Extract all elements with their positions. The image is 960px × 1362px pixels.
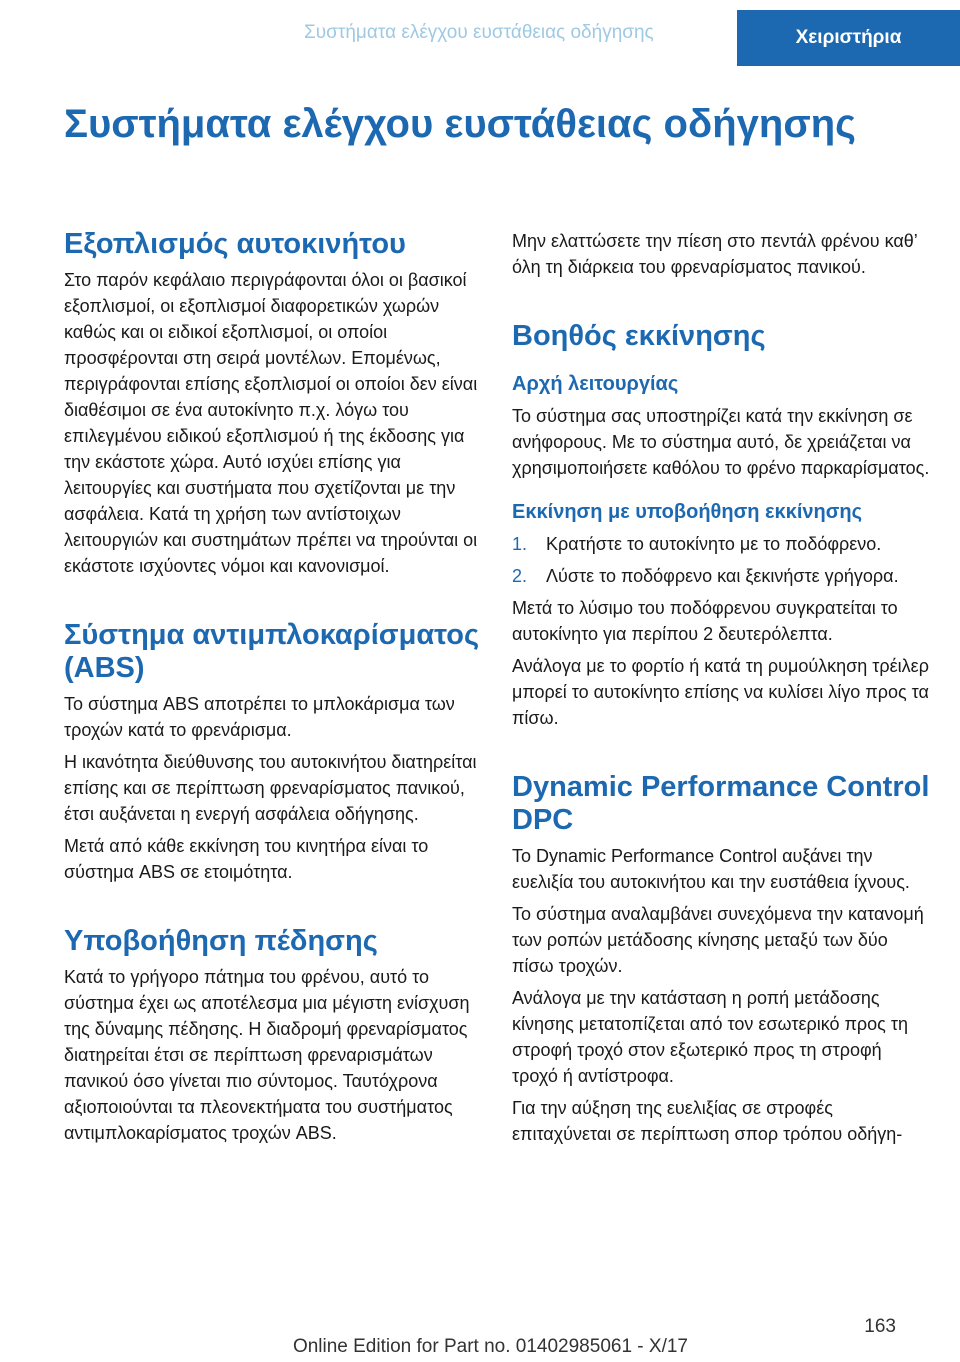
step-number: 1.: [512, 534, 528, 554]
steps-list: [512, 531, 932, 589]
brake-assist-continued: Μην ελαττώσετε την πίεση στο πεντάλ φρένου καθ’ όλη τη διάρκεια του φρεναρίσματος πανικού.: [512, 231, 918, 277]
principle-heading: Αρχή λειτουργίας: [512, 373, 679, 395]
left-column: [64, 228, 484, 1146]
abs-heading: Σύστημα αντιμπλοκαρίσματος (ABS): [64, 619, 480, 684]
page-title: Συστήματα ελέγχου ευστάθειας οδήγησης: [64, 102, 856, 146]
dpc-paragraph-1: Το Dynamic Performance Control αυξάνει την ευελιξία του αυτοκινήτου και την ευστάθεια ίχνους.: [512, 846, 910, 892]
principle-text: Το σύστημα σας υποστηρίζει κατά την εκκίνηση σε ανήφορους. Με το σύστημα αυτό, δε χρειάζεται να χρησιμοποιήσετε καθόλου το φρένο παρκαρίσματος.: [512, 406, 930, 478]
page-number: 163: [864, 1316, 896, 1337]
assist-start-heading: Εκκίνηση με υποβοήθηση εκκίνησης: [512, 501, 863, 523]
step-text: Λύστε το ποδόφρενο και ξεκινήστε γρήγορα.: [546, 566, 899, 586]
edition-footer: Online Edition for Part no. 01402985061 - X/17: [292, 1336, 688, 1357]
dpc-paragraph-4: Για την αύξηση της ευελιξίας σε στροφές επιταχύνεται σε περίπτωση σπορ τρόπου οδήγη-: [512, 1098, 903, 1144]
brake-assist-text: Κατά το γρήγορο πάτημα του φρένου, αυτό το σύστημα έχει ως αποτέλεσμα μια μέγιστη ενίσχυση της δύναμης πέδησης. Η διαδρομή φρεναρίσματος διατηρείται έτσι σε περίπτωση φρεναρισμάτων πανικού όσο γίνεται πιο σύντομος. Ταυτόχρονα αξιοποιούνται τα πλεονεκτήματα του συστήματος αντιμπλοκαρίσματος τροχών ABS.: [64, 967, 470, 1143]
step-number: 2.: [512, 566, 528, 586]
abs-paragraph-1: Το σύστημα ABS αποτρέπει το μπλοκάρισμα των τροχών κατά το φρενάρισμα.: [64, 694, 455, 740]
assist-paragraph-1: Μετά το λύσιμο του ποδόφρενου συγκρατείται το αυτοκίνητο για περίπου 2 δευτερόλεπτα.: [512, 598, 898, 644]
header-chapter-tab[interactable]: Χειριστήρια: [737, 10, 960, 66]
dpc-heading: Dynamic Performance Control DPC: [512, 771, 930, 836]
running-header: [0, 0, 960, 66]
abs-paragraph-3: Μετά από κάθε εκκίνηση του κινητήρα είναι το σύστημα ABS σε ετοιμότητα.: [64, 836, 429, 882]
step-text: Κρατήστε το αυτοκίνητο με το ποδόφρενο.: [546, 534, 882, 554]
list-item: [512, 531, 932, 557]
dpc-paragraph-3: Ανάλογα με την κατάσταση η ροπή μετάδοσης κίνησης μετατοπίζεται από τον εσωτερικό προς τη στροφή τροχό στον εξωτερικό προς τη στροφή τροχό ή αντίστροφα.: [512, 988, 908, 1086]
dpc-paragraph-2: Το σύστημα αναλαμβάνει συνεχόμενα την κατανομή των ροπών μετάδοσης κίνησης μεταξύ των δύο πίσω τροχών.: [512, 904, 924, 976]
header-section-title: Συστήματα ελέγχου ευστάθειας οδήγησης: [304, 22, 654, 43]
equipment-heading: Εξοπλισμός αυτοκινήτου: [64, 228, 406, 260]
right-column: [512, 228, 932, 1147]
assist-paragraph-2: Ανάλογα με το φορτίο ή κατά τη ρυμούλκηση τρέιλερ μπορεί το αυτοκίνητο επίσης να κυλίσει λίγο προς τα πίσω.: [512, 656, 929, 728]
equipment-text: Στο παρόν κεφάλαιο περιγράφονται όλοι οι βασικοί εξοπλισμοί, οι εξοπλισμοί διαφορετικών χωρών καθώς και οι ειδικοί εξοπλισμοί, οι οποίοι προσφέρονται στη σειρά μοντέλων. Επομένως, περιγράφονται επίσης εξοπλισμοί οι οποίοι δεν είναι διαθέσιμοι σε ένα αυτοκίνητο π.χ. λόγω του επιλεγμένου ειδικού εξοπλισμού ή της έκδοσης για την εκάστοτε χώρα. Αυτό ισχύει επίσης για λειτουργίες και συστήματα που σχετίζονται με την ασφάλεια. Κατά τη χρήση των αντίστοιχων λειτουργιών και συστημάτων πρέπει να τηρούνται οι εκάστοτε ισχύοντες νόμοι και κανονισμοί.: [64, 270, 478, 576]
list-item: [512, 563, 932, 589]
brake-assist-heading: Υποβοήθηση πέδησης: [64, 925, 378, 957]
start-assist-heading: Βοηθός εκκίνησης: [512, 320, 766, 352]
abs-paragraph-2: Η ικανότητα διεύθυνσης του αυτοκινήτου διατηρείται επίσης και σε περίπτωση φρεναρίσματος πανικού, έτσι αυξάνεται η ενεργή ασφάλεια οδήγησης.: [64, 752, 477, 824]
